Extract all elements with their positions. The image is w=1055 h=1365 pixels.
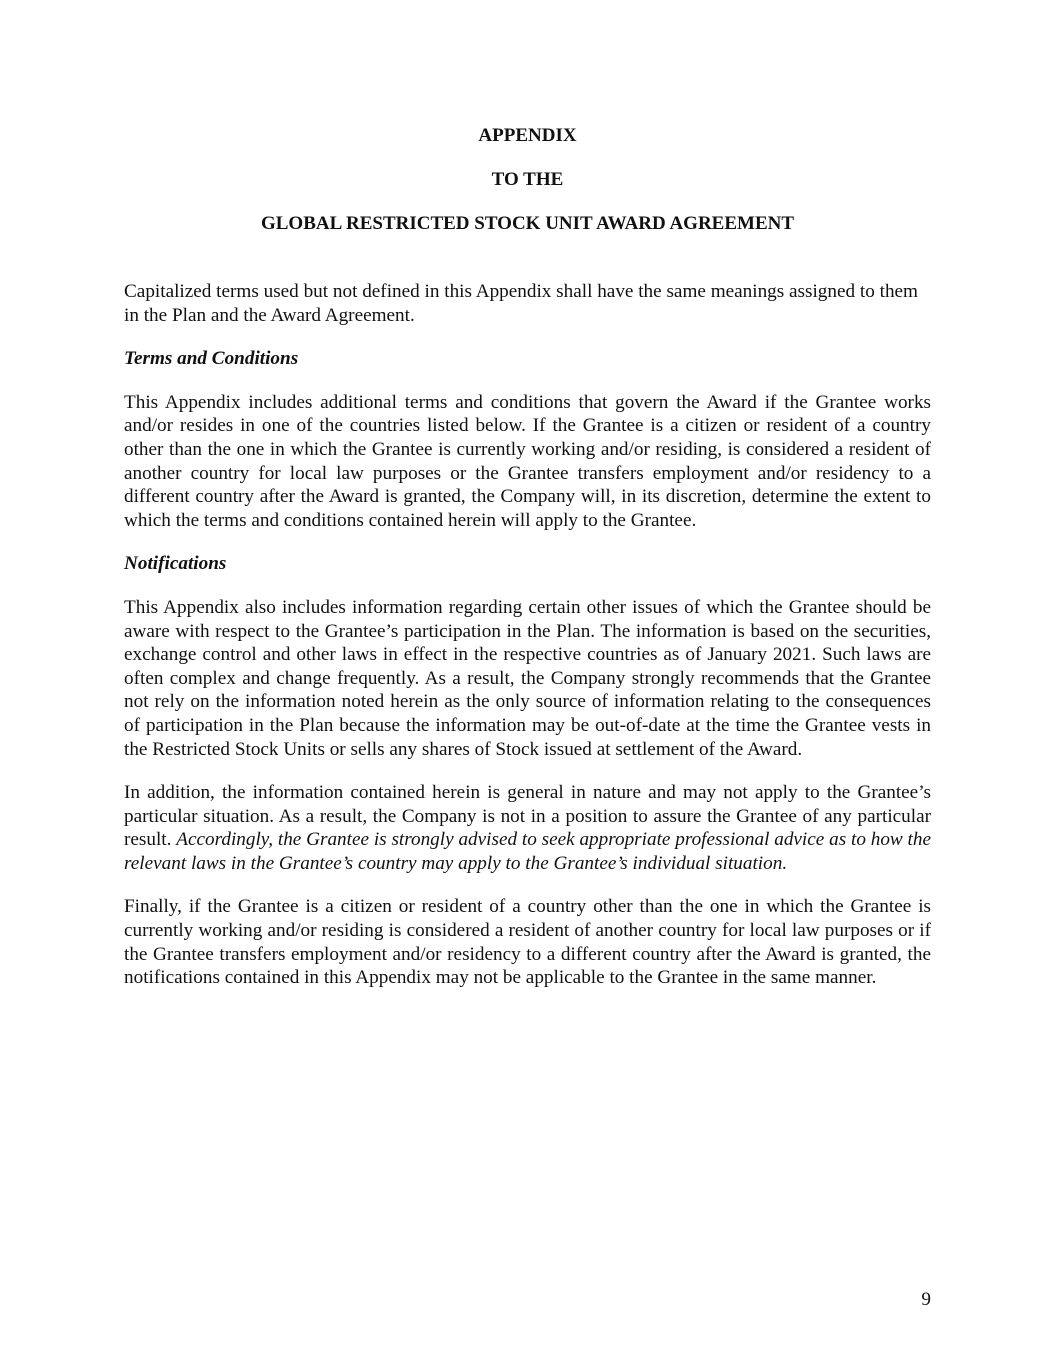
page-number: 9 <box>921 1289 931 1310</box>
notifications-paragraph-3: Finally, if the Grantee is a citizen or resident of a country other than the one in which the Grantee is currently working and/or residing is considered a resident of another country for local law purposes or if the Grantee transfers employment and/or residency to a different country after the Award is granted, the notifications contained in this Appendix may not be applicable to the Grantee in the same manner. <box>124 896 931 989</box>
heading-appendix: APPENDIX <box>478 125 577 146</box>
section-title-terms: Terms and Conditions <box>124 348 299 370</box>
notifications-paragraph-2-advice: Accordingly, the Grantee is strongly advised to seek appropriate professional advice as to how the relevant laws in the Grantee’s country may apply to the Grantee’s individual situation. <box>124 829 931 874</box>
intro-paragraph: Capitalized terms used but not defined in this Appendix shall have the same meanings assigned to them in the Plan and the Award Agreement. <box>124 281 918 326</box>
notifications-paragraph-2-text: In addition, the information contained herein is general in nature and may not apply to the Grantee’s particular situation. As a result, the Company is not in a position to assure the Grantee of any particular result. <box>124 782 931 851</box>
notifications-paragraph-2 <box>124 781 931 875</box>
terms-paragraph: This Appendix includes additional terms and conditions that govern the Award if the Grantee works and/or resides in one of the countries listed below. If the Grantee is a citizen or resident of a country other than the one in which the Grantee is currently working and/or residing, is considered a resident of another country for local law purposes or the Grantee transfers employment and/or residency to a different country after the Award is granted, the Company will, in its discretion, determine the extent to which the terms and conditions contained herein will apply to the Grantee. <box>124 391 931 531</box>
document-page <box>124 124 931 1010</box>
section-title-notifications: Notifications <box>124 553 227 575</box>
notifications-paragraph-1: This Appendix also includes information regarding certain other issues of which the Grantee should be aware with respect to the Grantee’s participation in the Plan. The information is based on the securities, exchange control and other laws in effect in the respective countries as of January 2021. Such laws are often complex and change frequently. As a result, the Company strongly recommends that the Grantee not rely on the information noted herein as the only source of information relating to the consequences of participation in the Plan because the information may be out-of-date at the time the Grantee vests in the Restricted Stock Units or sells any shares of Stock issued at settlement of the Award. <box>124 596 931 760</box>
heading-agreement-title: GLOBAL RESTRICTED STOCK UNIT AWARD AGREEMENT <box>260 213 795 234</box>
heading-to-the: TO THE <box>491 169 564 190</box>
